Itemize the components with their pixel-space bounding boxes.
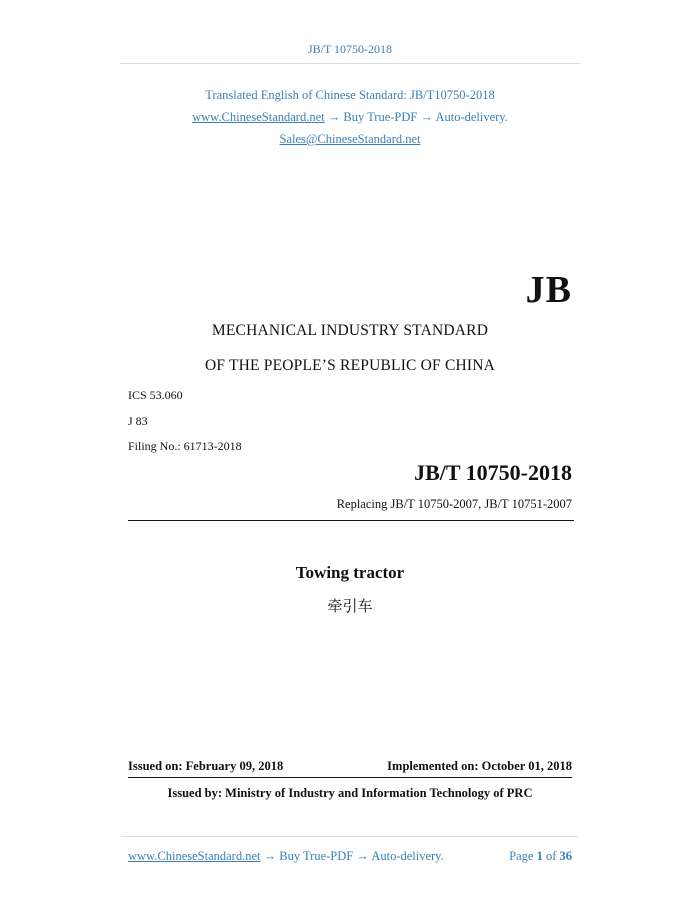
- title-divider: [128, 520, 574, 521]
- footer-divider: [122, 836, 578, 837]
- ics-code: ICS 53.060: [128, 388, 183, 402]
- footer-site-link[interactable]: www.ChineseStandard.net: [128, 849, 261, 863]
- of-label: of: [545, 849, 557, 863]
- footer-buy-text: Buy True-PDF: [279, 849, 354, 863]
- issuing-authority: Issued by: Ministry of Industry and Information Technology of PRC: [167, 786, 533, 800]
- arrow-right-icon: →: [263, 849, 277, 863]
- implemented-on-date: Implemented on: October 01, 2018: [387, 759, 572, 773]
- arrow-right-icon: →: [327, 110, 341, 124]
- page-label: Page: [509, 849, 534, 863]
- standard-type-line1: MECHANICAL INDUSTRY STANDARD: [211, 322, 489, 339]
- arrow-right-icon: →: [356, 849, 369, 863]
- page-total: 36: [559, 849, 572, 863]
- j-code: J 83: [128, 414, 148, 428]
- issue-divider: [128, 777, 572, 778]
- document-title-en: Towing tractor: [295, 563, 405, 582]
- arrow-right-icon: →: [420, 110, 433, 124]
- page-number: 1: [536, 849, 543, 863]
- replacing-note: Replacing JB/T 10750-2007, JB/T 10751-2007: [336, 497, 572, 511]
- site-link[interactable]: www.ChineseStandard.net: [192, 110, 325, 124]
- auto-delivery-text: Auto-delivery.: [435, 110, 508, 124]
- purchase-line: [0, 110, 700, 125]
- document-title-zh: 牵引车: [327, 597, 373, 615]
- standard-number: JB/T 10750-2018: [414, 460, 572, 485]
- sales-email-link[interactable]: Sales@ChineseStandard.net: [279, 132, 421, 146]
- filing-number: Filing No.: 61713-2018: [128, 439, 242, 453]
- issued-on-date: Issued on: February 09, 2018: [128, 759, 284, 773]
- page-indicator: [509, 849, 572, 864]
- running-header-code: JB/T 10750-2018: [307, 42, 393, 56]
- buy-true-pdf-text: Buy True-PDF: [343, 110, 418, 124]
- footer-purchase-line: [128, 849, 444, 864]
- standard-mark: JB: [525, 269, 572, 311]
- translation-note: Translated English of Chinese Standard: JB/T10750-2018: [205, 88, 495, 102]
- header-divider: [120, 63, 580, 64]
- footer-delivery-text: Auto-delivery.: [371, 849, 444, 863]
- standard-type-line2: OF THE PEOPLE’S REPUBLIC OF CHINA: [204, 357, 496, 374]
